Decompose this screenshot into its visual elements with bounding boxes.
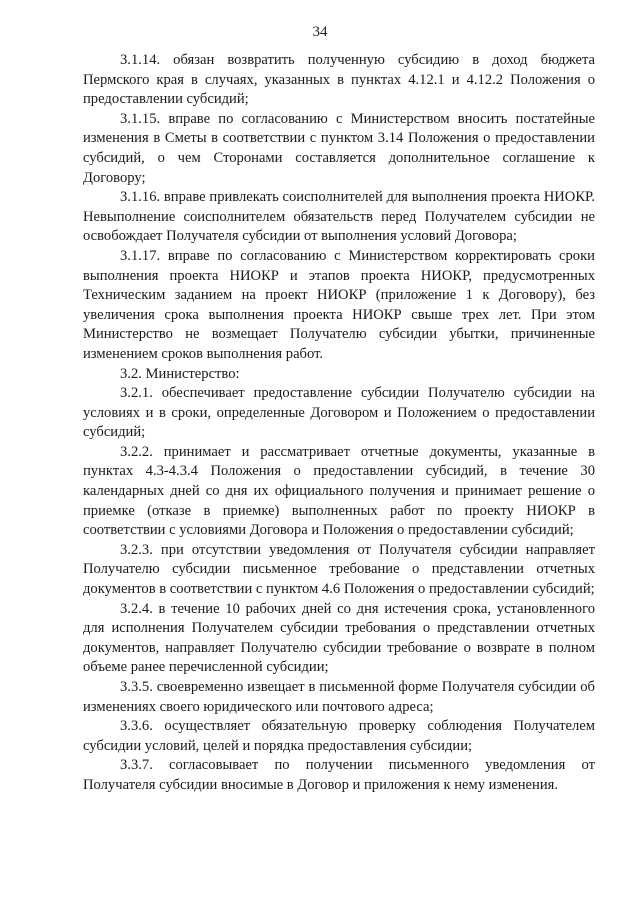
section-heading-3-2: 3.2. Министерство: [120,365,240,382]
paragraph-3-2-1: 3.2.1. обеспечивает предоставление субсидии Получателю субсидии на условиях и в сроки, определенные Договором и Положением о предоставлении субсидий; [83,385,595,441]
paragraph-3-2-3: 3.2.3. при отсутствии уведомления от Получателя субсидии направляет Получателю субсидии письменное требование о представлении отчетных документов в соответствии с пунктом 4.6 Положения о предоставлении субсидий; [83,541,595,598]
paragraph-3-2-4: 3.2.4. в течение 10 рабочих дней со дня истечения срока, установленного для исполнения Получателем субсидии требования о представлении отчетных документов, направляет Получателю субсидии требование о возврате в полном объеме ранее перечисленной субсидии; [83,600,595,676]
paragraph-3-3-6: 3.3.6. осуществляет обязательную проверку соблюдения Получателем субсидии условий, целей и порядка предоставления субсидии; [83,718,595,754]
paragraph-3-3-7: 3.3.7. согласовывает по получении письменного уведомления от Получателя субсидии вносимые в Договор и приложения к нему изменения. [83,757,595,793]
paragraph-3-3-5: 3.3.5. своевременно извещает в письменной форме Получателя субсидии об изменениях своего юридического или почтового адреса; [83,679,595,715]
paragraph-3-1-15: 3.1.15. вправе по согласованию с Министерством вносить постатейные изменения в Сметы в соответствии с пунктом 3.14 Положения о предоставлении субсидий, о чем Сторонами составляется дополнительное соглашение к Договору; [83,110,595,186]
paragraph-3-1-16: 3.1.16. вправе привлекать соисполнителей для выполнения проекта НИОКР. Невыполнение соисполнителем обязательств перед Получателем субсидии не освобождает Получателя субсидии от выполнения условий Договора; [83,189,595,245]
paragraph-3-1-17: 3.1.17. вправе по согласованию с Министерством корректировать сроки выполнения проекта НИОКР и этапов проекта НИОКР, предусмотренных Техническим заданием на проект НИОКР (приложение 1 к Договору), без увеличения срока выполнения проекта НИОКР свыше трех лет. При этом Министерство не возмещает Получателю субсидии убытки, причиненные изменением сроков выполнения работ. [83,247,595,362]
document-body [83,51,595,796]
paragraph-3-2-2: 3.2.2. принимает и рассматривает отчетные документы, указанные в пунктах 4.3-4.3.4 Положения о предоставлении субсидий, в течение 30 календарных дней со дня их официального получения и принимает решение о приемке (отказе в приемке) выполненных работ по проекту НИОКР в соответствии с условиями Договора и Положения о предоставлении субсидий; [83,443,595,539]
page-number: 34 [312,24,328,40]
paragraph-3-1-14: 3.1.14. обязан возвратить полученную субсидию в доход бюджета Пермского края в случаях, указанных в пунктах 4.12.1 и 4.12.2 Положения о предоставлении субсидий; [83,52,595,108]
